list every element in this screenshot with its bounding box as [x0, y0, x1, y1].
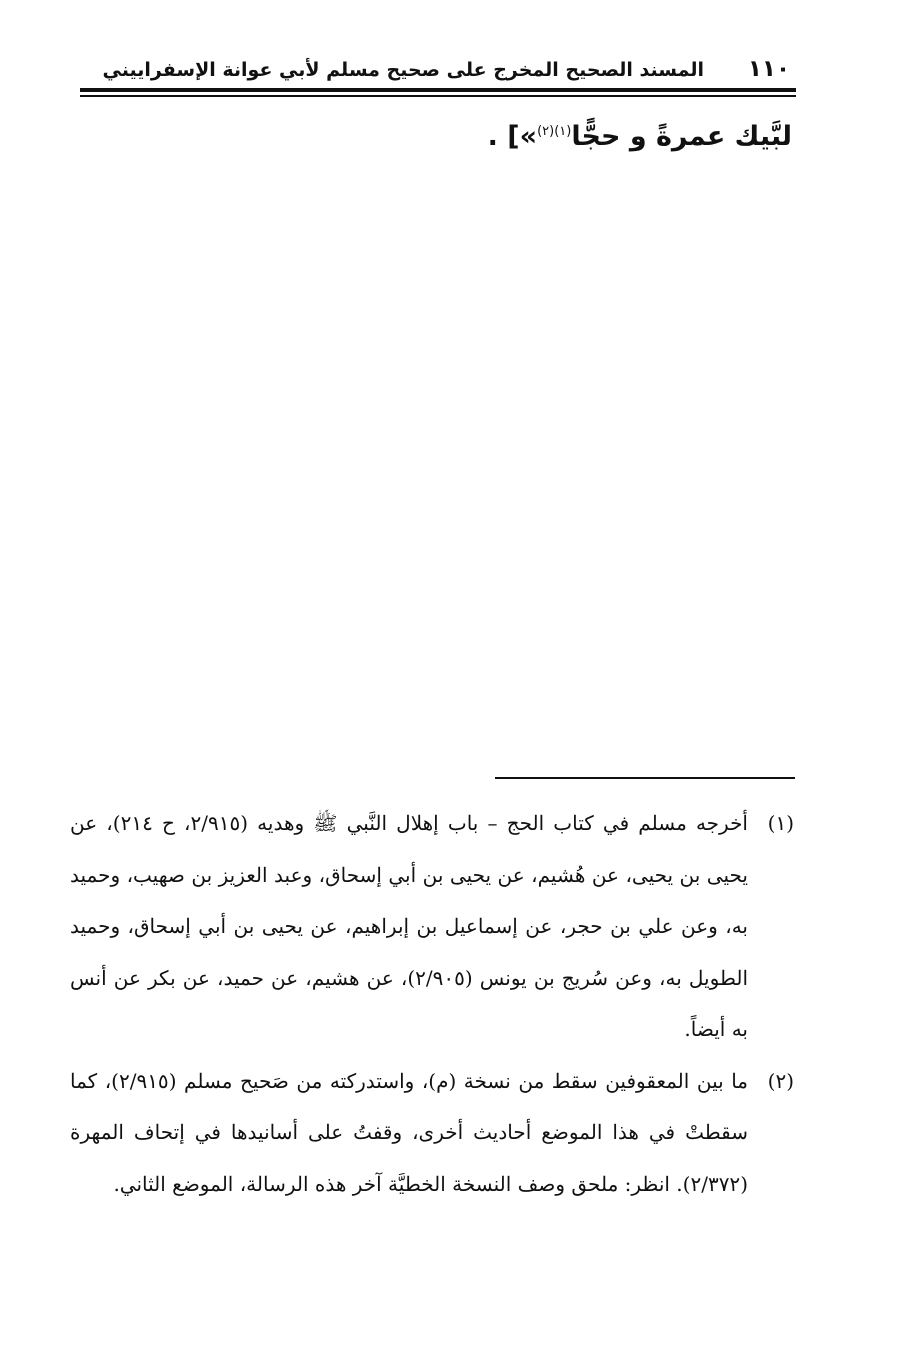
footnote-text: أخرجه مسلم في كتاب الحج – باب إهلال النَّبي ﷺ وهديه (٢/٩١٥، ح ٢١٤)، عن يحيى بن يحيى، عن هُشيم، عن يحيى بن أبي إسحاق، وعبد العزيز بن صهيب، وحميد به، وعن علي بن حجر، عن إسماعيل بن إبراهيم، عن يحيى بن أبي إسحاق، وحميد الطويل به، وعن سُريج بن يونس (٢/٩٠٥)، عن هشيم، عن حميد، عن بكر عن أنس به أيضاً.	[70, 811, 748, 1041]
header-rule-thin	[80, 95, 796, 97]
footnote-2	[70, 1056, 794, 1211]
main-text	[80, 108, 792, 161]
footnote-separator	[495, 777, 795, 779]
running-header	[80, 52, 796, 90]
main-text-closing: »] .	[487, 121, 538, 152]
footnote-number: (٢)	[767, 1068, 794, 1093]
footnote-1	[70, 798, 794, 1056]
page-number: ١١٠	[747, 56, 790, 82]
book-title: المسند الصحيح المخرج على صحيح مسلم لأبي عوانة الإسفراييني	[102, 59, 704, 81]
footnotes	[70, 798, 794, 1210]
header-rule-thick	[80, 88, 796, 92]
main-text-phrase: لبَّيك عمرةً و حجًّا	[571, 121, 792, 152]
footnote-text: ما بين المعقوفين سقط من نسخة (م)، واستدركته من صَحيح مسلم (٢/٩١٥)، كما سقطتْ في هذا الموضع أحاديث أخرى، وقفتُ على أسانيدها في إتحاف المهرة (٢/٣٧٢). انظر: ملحق وصف النسخة الخطيَّة آخر هذه الرسالة، الموضع الثاني.	[70, 1068, 749, 1196]
footnote-reference: (١)(٢)	[537, 124, 572, 139]
footnote-number: (١)	[767, 811, 794, 835]
